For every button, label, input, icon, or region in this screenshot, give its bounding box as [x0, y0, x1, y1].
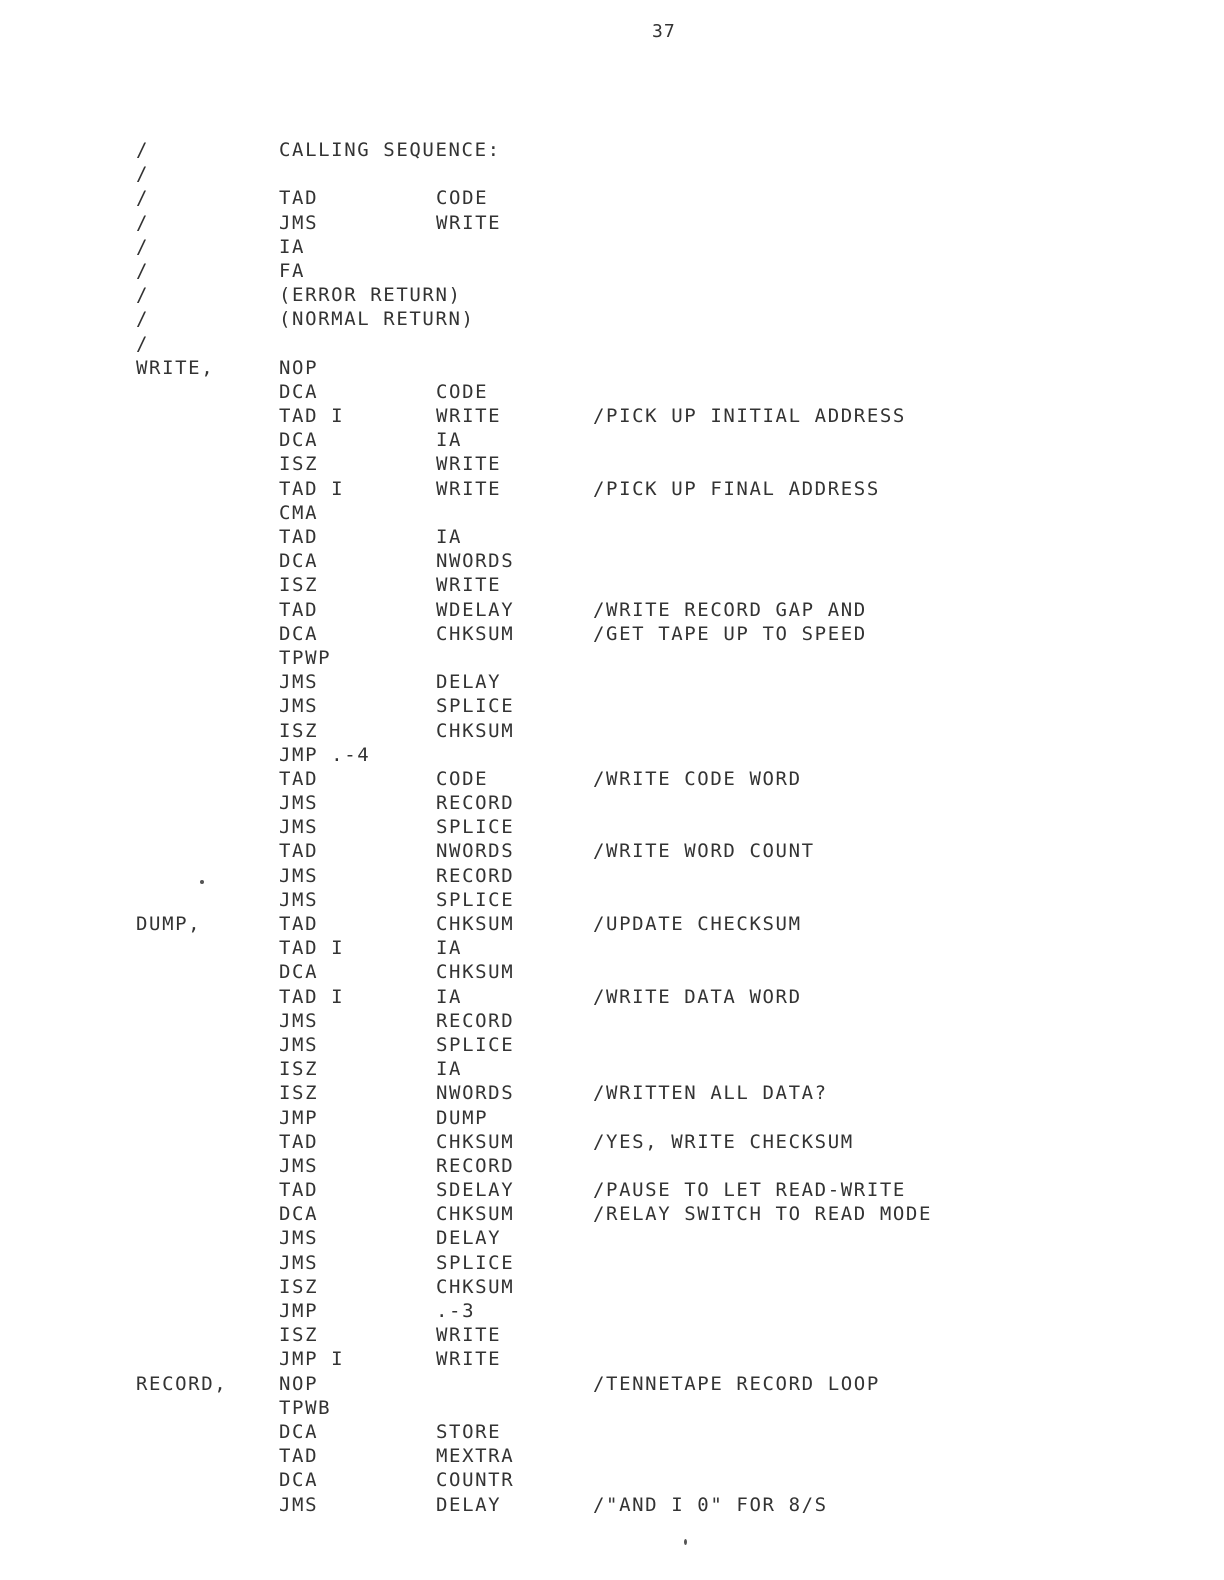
scan-speck [684, 1539, 687, 1545]
line-label: / [136, 163, 150, 186]
line-opcode: TAD [279, 598, 319, 621]
line-comment: /PICK UP FINAL ADDRESS [593, 477, 880, 500]
code-line [0, 1154, 1224, 1178]
code-line [0, 307, 1224, 331]
line-operand: CHKSUM [436, 1275, 515, 1298]
code-line [0, 525, 1224, 549]
code-line [0, 1372, 1224, 1396]
line-label: / [136, 332, 150, 355]
line-operand: CHKSUM [436, 913, 515, 935]
code-line [0, 1106, 1224, 1130]
line-operand: SPLICE [436, 695, 515, 718]
code-line [0, 211, 1224, 235]
line-opcode: JMS [279, 695, 319, 718]
line-opcode: JMS [279, 888, 319, 911]
line-operand: DUMP [436, 1106, 489, 1129]
code-line [0, 1251, 1224, 1275]
line-opcode: JMP I [279, 1348, 345, 1371]
line-opcode: TAD [279, 1179, 319, 1202]
line-comment: /WRITE WORD COUNT [593, 840, 815, 863]
line-opcode: DCA [279, 1203, 319, 1226]
line-opcode: CALLING SEQUENCE: [279, 139, 501, 161]
line-opcode: TAD I [279, 985, 345, 1008]
line-operand: COUNTR [436, 1469, 515, 1492]
page-number: 37 [652, 21, 676, 42]
line-opcode: TAD [279, 526, 319, 548]
code-line [0, 1396, 1224, 1420]
line-opcode: JMS [279, 1154, 319, 1177]
line-opcode: JMS [279, 211, 319, 234]
line-operand: IA [436, 526, 463, 548]
code-line [0, 839, 1224, 863]
code-line [0, 380, 1224, 404]
line-opcode: TPWP [279, 646, 332, 669]
line-comment: /WRITE DATA WORD [593, 985, 802, 1008]
line-operand: NWORDS [436, 550, 515, 573]
line-opcode: (NORMAL RETURN) [279, 308, 475, 331]
line-label: / [136, 139, 150, 161]
line-opcode: TAD [279, 913, 319, 935]
line-operand: CHKSUM [436, 1130, 515, 1153]
line-opcode: JMS [279, 864, 319, 887]
line-opcode: JMS [279, 792, 319, 815]
code-line [0, 549, 1224, 573]
line-operand: STORE [436, 1420, 502, 1443]
line-opcode: ISZ [279, 453, 319, 476]
line-label: WRITE, [136, 356, 215, 379]
line-label: / [136, 187, 150, 210]
line-opcode: ISZ [279, 1058, 319, 1081]
line-comment: /WRITTEN ALL DATA? [593, 1082, 828, 1105]
code-line [0, 404, 1224, 428]
line-opcode: ISZ [279, 1275, 319, 1298]
line-comment: /RELAY SWITCH TO READ MODE [593, 1203, 933, 1226]
code-line [0, 622, 1224, 646]
line-operand: RECORD [436, 1009, 515, 1032]
line-comment: /GET TAPE UP TO SPEED [593, 622, 867, 645]
code-line [0, 1323, 1224, 1347]
code-line [0, 743, 1224, 767]
code-line [0, 646, 1224, 670]
code-line [0, 428, 1224, 452]
line-opcode: DCA [279, 1420, 319, 1443]
code-line [0, 501, 1224, 525]
line-opcode: TAD I [279, 405, 345, 428]
scan-speck [200, 880, 204, 884]
code-line [0, 1444, 1224, 1468]
line-operand: CHKSUM [436, 1203, 515, 1226]
line-operand: CODE [436, 187, 489, 210]
code-line [0, 719, 1224, 743]
line-comment: /UPDATE CHECKSUM [593, 913, 802, 935]
code-line [0, 767, 1224, 791]
line-opcode: JMS [279, 1009, 319, 1032]
line-opcode: JMS [279, 1493, 319, 1516]
line-label: / [136, 211, 150, 234]
line-opcode: TAD I [279, 477, 345, 500]
line-opcode: DCA [279, 380, 319, 403]
line-comment: /PAUSE TO LET READ-WRITE [593, 1179, 906, 1202]
code-line [0, 1081, 1224, 1105]
code-line [0, 1299, 1224, 1323]
line-operand: WRITE [436, 574, 502, 597]
code-line [0, 1130, 1224, 1154]
line-opcode: ISZ [279, 1082, 319, 1105]
line-opcode: ISZ [279, 574, 319, 597]
code-line [0, 985, 1224, 1009]
line-operand: IA [436, 429, 463, 452]
code-line [0, 912, 1224, 936]
code-line [0, 332, 1224, 356]
line-label: / [136, 235, 150, 258]
code-line [0, 598, 1224, 622]
line-operand: WRITE [436, 1348, 502, 1371]
line-operand: IA [436, 985, 463, 1008]
code-line [0, 1420, 1224, 1444]
line-opcode: DCA [279, 550, 319, 573]
line-operand: IA [436, 1058, 463, 1081]
line-operand: CHKSUM [436, 622, 515, 645]
line-opcode: NOP [279, 356, 319, 379]
line-operand: DELAY [436, 671, 502, 694]
line-operand: WRITE [436, 453, 502, 476]
code-line [0, 259, 1224, 283]
line-operand: DELAY [436, 1227, 502, 1250]
line-opcode: CMA [279, 501, 319, 524]
line-operand: IA [436, 937, 463, 960]
code-line [0, 477, 1224, 501]
code-line [0, 694, 1224, 718]
code-line [0, 815, 1224, 839]
code-line [0, 960, 1224, 984]
line-opcode: TAD [279, 1445, 319, 1468]
line-opcode: TAD [279, 767, 319, 790]
line-opcode: JMP [279, 1300, 319, 1322]
line-operand: SPLICE [436, 1033, 515, 1056]
line-operand: CHKSUM [436, 961, 515, 984]
line-operand: DELAY [436, 1493, 502, 1516]
code-line [0, 283, 1224, 307]
code-line [0, 1468, 1224, 1492]
code-line [0, 791, 1224, 815]
line-opcode: JMS [279, 1227, 319, 1250]
line-opcode: JMS [279, 816, 319, 839]
code-line [0, 1033, 1224, 1057]
line-opcode: TPWB [279, 1396, 332, 1419]
line-operand: CODE [436, 767, 489, 790]
code-line [0, 1057, 1224, 1081]
code-line [0, 670, 1224, 694]
assembly-listing [0, 138, 1224, 1517]
line-operand: CODE [436, 380, 489, 403]
line-operand: WDELAY [436, 598, 515, 621]
line-operand: MEXTRA [436, 1445, 515, 1468]
line-opcode: DCA [279, 1469, 319, 1492]
line-operand: RECORD [436, 864, 515, 887]
line-opcode: JMS [279, 1251, 319, 1274]
line-operand: NWORDS [436, 840, 515, 863]
line-opcode: DCA [279, 961, 319, 984]
line-operand: CHKSUM [436, 719, 515, 742]
line-operand: SPLICE [436, 888, 515, 911]
line-opcode: ISZ [279, 1324, 319, 1347]
line-opcode: TAD [279, 1130, 319, 1153]
code-line [0, 186, 1224, 210]
code-line [0, 452, 1224, 476]
code-line [0, 888, 1224, 912]
line-comment: /WRITE RECORD GAP AND [593, 598, 867, 621]
line-opcode: TAD [279, 187, 319, 210]
line-opcode: JMS [279, 671, 319, 694]
code-line [0, 356, 1224, 380]
line-opcode: NOP [279, 1372, 319, 1395]
code-line [0, 1226, 1224, 1250]
line-operand: .-3 [436, 1300, 476, 1322]
line-opcode: JMP .-4 [279, 743, 371, 766]
line-label: / [136, 259, 150, 282]
line-opcode: ISZ [279, 719, 319, 742]
code-line [0, 1202, 1224, 1226]
code-line [0, 1275, 1224, 1299]
line-opcode: IA [279, 235, 306, 258]
line-operand: NWORDS [436, 1082, 515, 1105]
line-opcode: DCA [279, 622, 319, 645]
line-comment: /TENNETAPE RECORD LOOP [593, 1372, 880, 1395]
line-opcode: (ERROR RETURN) [279, 284, 462, 307]
line-operand: WRITE [436, 1324, 502, 1347]
line-opcode: JMP [279, 1106, 319, 1129]
code-line [0, 573, 1224, 597]
code-line [0, 138, 1224, 162]
line-operand: SPLICE [436, 816, 515, 839]
line-operand: SDELAY [436, 1179, 515, 1202]
line-comment: /PICK UP INITIAL ADDRESS [593, 405, 906, 428]
line-opcode: FA [279, 259, 306, 282]
line-comment: /"AND I 0" FOR 8/S [593, 1493, 828, 1516]
code-line [0, 936, 1224, 960]
code-line [0, 1009, 1224, 1033]
code-line [0, 864, 1224, 888]
line-opcode: DCA [279, 429, 319, 452]
line-operand: WRITE [436, 405, 502, 428]
line-opcode: TAD [279, 840, 319, 863]
line-operand: RECORD [436, 792, 515, 815]
line-opcode: TAD I [279, 937, 345, 960]
line-operand: WRITE [436, 477, 502, 500]
line-comment: /YES, WRITE CHECKSUM [593, 1130, 854, 1153]
line-operand: SPLICE [436, 1251, 515, 1274]
line-operand: RECORD [436, 1154, 515, 1177]
code-line [0, 162, 1224, 186]
code-line [0, 1347, 1224, 1371]
code-line [0, 235, 1224, 259]
line-operand: WRITE [436, 211, 502, 234]
line-comment: /WRITE CODE WORD [593, 767, 802, 790]
code-line [0, 1493, 1224, 1517]
line-label: / [136, 284, 150, 307]
line-label: / [136, 308, 150, 331]
line-label: DUMP, [136, 913, 202, 935]
line-label: RECORD, [136, 1372, 228, 1395]
code-line [0, 1178, 1224, 1202]
line-opcode: JMS [279, 1033, 319, 1056]
